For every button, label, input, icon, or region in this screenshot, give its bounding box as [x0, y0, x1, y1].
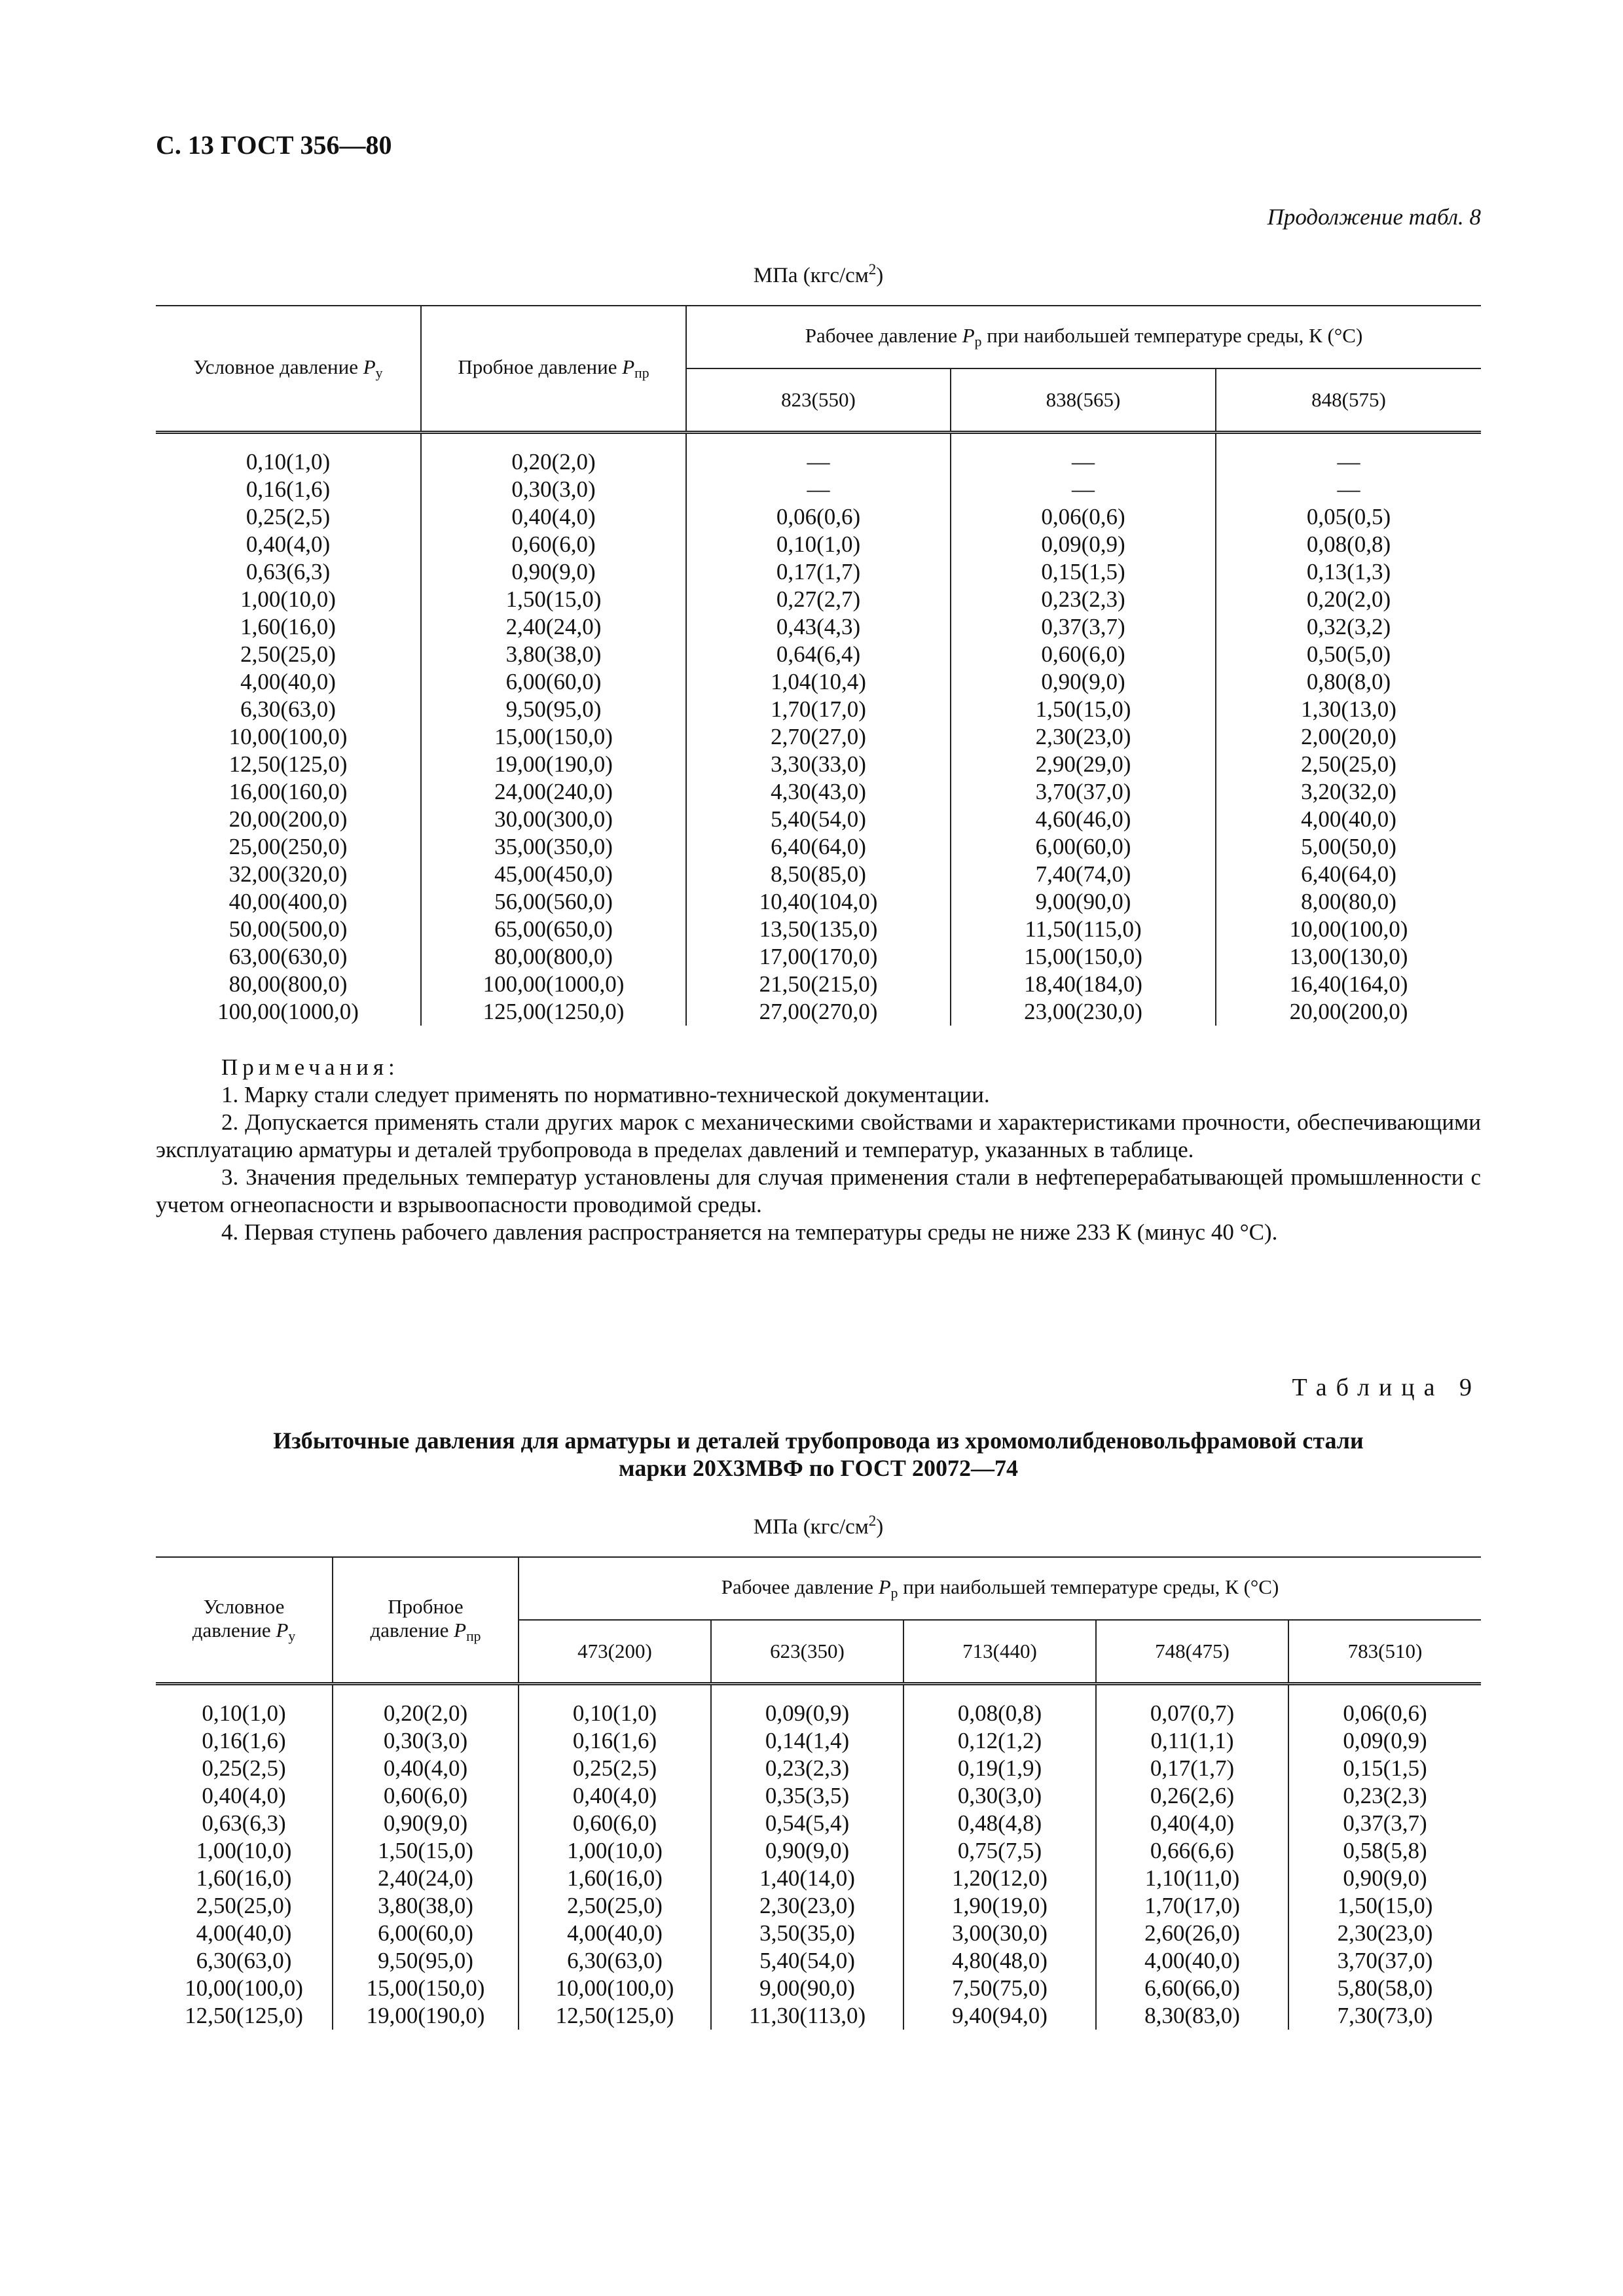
table-cell: 4,30(43,0)	[686, 778, 951, 806]
col-nominal-pressure: Условное давление $P_у$	[156, 306, 421, 433]
table-cell: 56,00(560,0)	[421, 888, 686, 916]
table-cell: 0,23(2,3)	[951, 586, 1216, 613]
table-cell: 11,50(115,0)	[951, 916, 1216, 943]
table-cell: 10,00(100,0)	[156, 1975, 333, 2002]
table-cell: 20,00(200,0)	[156, 806, 421, 833]
col-working-pressure: Рабочее давление $P_р$ при наибольшей температуре среды, К (°С)	[686, 306, 1481, 368]
table-cell: 0,06(0,6)	[1343, 1700, 1427, 1726]
table-cell: 23,00(230,0)	[951, 998, 1216, 1026]
table-cell: 0,26(2,6)	[1096, 1782, 1288, 1810]
table-cell: 0,10(1,0)	[156, 433, 421, 476]
notes-title: Примечания:	[221, 1054, 399, 1080]
table-cell: 80,00(800,0)	[156, 971, 421, 998]
table-cell: 3,30(33,0)	[686, 751, 951, 778]
table-cell: 0,90(9,0)	[951, 668, 1216, 696]
table8-units: МПа $(кгс/см^2)$	[753, 260, 884, 287]
note-item: 2. Допускается применять стали других марок с механическими свойствами и характеристиками прочности, обеспечивающими эксплуатацию арматуры и деталей трубопровода в пределах давлений и температур, указанных в таблице.	[156, 1109, 1481, 1162]
table-cell: 8,30(83,0)	[1096, 2002, 1288, 2030]
table-cell: 0,11(1,1)	[1096, 1727, 1288, 1755]
table-cell: 20,00(200,0)	[1289, 999, 1408, 1024]
table-cell: 2,90(29,0)	[951, 751, 1216, 778]
table-cell: 2,50(25,0)	[156, 1892, 333, 1920]
table-cell: 0,20(2,0)	[421, 433, 686, 476]
table-row	[156, 1782, 1481, 1810]
table-cell: 0,30(3,0)	[903, 1782, 1096, 1810]
table-cell: 0,40(4,0)	[156, 531, 421, 558]
table-cell: 0,10(1,0)	[519, 1684, 711, 1728]
table9-title: Избыточные давления для арматуры и деталей трубопровода из хромомолибденовольфрамовой стали марки 20Х3МВФ по ГОСТ 20072—74	[273, 1427, 1364, 1481]
table-cell: 45,00(450,0)	[421, 861, 686, 888]
table-cell: 0,43(4,3)	[686, 613, 951, 641]
table-cell: 0,09(0,9)	[711, 1684, 903, 1728]
table-cell: 2,30(23,0)	[1337, 1920, 1433, 1946]
table-cell: 0,75(7,5)	[903, 1837, 1096, 1865]
table-cell: 12,50(125,0)	[519, 2002, 711, 2030]
table-cell: 16,00(160,0)	[156, 778, 421, 806]
table-cell: 0,80(8,0)	[1306, 669, 1391, 694]
table-cell: 6,40(64,0)	[1301, 861, 1396, 887]
table-cell: —	[1337, 476, 1360, 502]
table-row	[156, 1684, 1481, 1728]
table-cell: 6,60(66,0)	[1096, 1975, 1288, 2002]
table-row	[156, 696, 1481, 723]
table-cell: 6,40(64,0)	[686, 833, 951, 861]
table-cell: 10,40(104,0)	[686, 888, 951, 916]
table-cell: 0,16(1,6)	[156, 476, 421, 503]
table-cell: 1,60(16,0)	[519, 1865, 711, 1892]
table-cell: 0,15(1,5)	[1343, 1755, 1427, 1781]
table-cell: 0,40(4,0)	[333, 1755, 519, 1782]
table-cell: 0,23(2,3)	[711, 1755, 903, 1782]
table-cell: 1,10(11,0)	[1096, 1865, 1288, 1892]
table-cell: 17,00(170,0)	[686, 943, 951, 971]
table-cell: 1,50(15,0)	[333, 1837, 519, 1865]
col-temperature: 473(200)	[519, 1620, 711, 1684]
table-cell: 19,00(190,0)	[333, 2002, 519, 2030]
table-cell: 0,58(5,8)	[1343, 1838, 1427, 1863]
table-row	[156, 751, 1481, 778]
table-cell: 3,70(37,0)	[951, 778, 1216, 806]
table-cell: 1,70(17,0)	[686, 696, 951, 723]
table-row	[156, 2002, 1481, 2030]
table-cell: 12,50(125,0)	[156, 2002, 333, 2030]
table-cell: 4,00(40,0)	[1096, 1947, 1288, 1975]
table-cell: 8,00(80,0)	[1301, 889, 1396, 914]
table-cell: 0,10(1,0)	[156, 1684, 333, 1728]
col-temperature: 848(575)	[1216, 368, 1481, 433]
table-cell: 16,40(164,0)	[1289, 971, 1408, 997]
col-working-pressure: Рабочее давление $P_р$ при наибольшей температуре среды, К (°С)	[519, 1557, 1481, 1620]
table-row	[156, 1810, 1481, 1837]
table-cell: 15,00(150,0)	[951, 943, 1216, 971]
table-row	[156, 1755, 1481, 1782]
table-cell: 3,70(37,0)	[1337, 1948, 1433, 1973]
table-cell: 1,30(13,0)	[1301, 696, 1396, 722]
table-cell: 2,30(23,0)	[711, 1892, 903, 1920]
table-cell: 9,40(94,0)	[903, 2002, 1096, 2030]
table-cell: 5,00(50,0)	[1301, 834, 1396, 859]
table-cell: 1,04(10,4)	[686, 668, 951, 696]
table-cell: 19,00(190,0)	[421, 751, 686, 778]
table-cell: 100,00(1000,0)	[156, 998, 421, 1026]
table-cell: 100,00(1000,0)	[421, 971, 686, 998]
table-cell: 0,16(1,6)	[519, 1727, 711, 1755]
table-cell: 125,00(1250,0)	[421, 998, 686, 1026]
table-cell: 0,07(0,7)	[1096, 1684, 1288, 1728]
table-cell: 2,50(25,0)	[1301, 751, 1396, 777]
table-cell: 30,00(300,0)	[421, 806, 686, 833]
table-cell: 0,63(6,3)	[156, 558, 421, 586]
table9-label: Таблица 9	[1292, 1374, 1481, 1401]
table-cell: 0,09(0,9)	[1343, 1728, 1427, 1753]
col-nominal-pressure: Условное давление $P_у$	[156, 1557, 333, 1684]
table-cell: 2,40(24,0)	[421, 613, 686, 641]
table-cell: 1,50(15,0)	[1337, 1893, 1433, 1918]
table-cell: 0,37(3,7)	[1343, 1810, 1427, 1836]
table-cell: 25,00(250,0)	[156, 833, 421, 861]
table-cell: 4,60(46,0)	[951, 806, 1216, 833]
table-cell: 65,00(650,0)	[421, 916, 686, 943]
table-cell: 2,30(23,0)	[951, 723, 1216, 751]
table-row	[156, 1727, 1481, 1755]
table-row	[156, 1865, 1481, 1892]
table-cell: 0,40(4,0)	[1096, 1810, 1288, 1837]
table-cell: 21,50(215,0)	[686, 971, 951, 998]
table-row	[156, 531, 1481, 558]
table-cell: 9,50(95,0)	[421, 696, 686, 723]
table-cell: 0,20(2,0)	[1306, 586, 1391, 612]
table-cell: 0,54(5,4)	[711, 1810, 903, 1837]
table-cell: 0,25(2,5)	[156, 503, 421, 531]
table-cell: 0,25(2,5)	[156, 1755, 333, 1782]
table-cell: 0,60(6,0)	[951, 641, 1216, 668]
table-cell: 0,10(1,0)	[686, 531, 951, 558]
table-cell: 0,90(9,0)	[711, 1837, 903, 1865]
table-row	[156, 1892, 1481, 1920]
note-item: 3. Значения предельных температур установлены для случая применения стали в нефтеперерабатывающей промышленности с учетом огнеопасности и взрывоопасности проводимой среды.	[156, 1164, 1481, 1217]
table-row	[156, 778, 1481, 806]
table-cell: 0,90(9,0)	[421, 558, 686, 586]
table-row	[156, 971, 1481, 998]
page-header: С. 13 ГОСТ 356—80	[156, 130, 392, 160]
col-temperature: 783(510)	[1288, 1620, 1481, 1684]
table-cell: 0,30(3,0)	[421, 476, 686, 503]
table-cell: 2,70(27,0)	[686, 723, 951, 751]
table-cell: 0,48(4,8)	[903, 1810, 1096, 1837]
table-cell: —	[1337, 449, 1360, 475]
table-cell: 80,00(800,0)	[421, 943, 686, 971]
table-cell: 0,14(1,4)	[711, 1727, 903, 1755]
table-row	[156, 1837, 1481, 1865]
table-cell: 1,70(17,0)	[1096, 1892, 1288, 1920]
table-cell: 2,50(25,0)	[156, 641, 421, 668]
table-cell: 32,00(320,0)	[156, 861, 421, 888]
table-cell: 27,00(270,0)	[686, 998, 951, 1026]
table9-units: МПа $(кгс/см^2)$	[753, 1512, 884, 1539]
col-test-pressure: Пробное давление $P_{пр}$	[421, 306, 686, 433]
table-cell: 1,60(16,0)	[156, 1865, 333, 1892]
table-cell: 15,00(150,0)	[333, 1975, 519, 2002]
table-row	[156, 668, 1481, 696]
table-cell: 0,66(6,6)	[1096, 1837, 1288, 1865]
table-cell: 10,00(100,0)	[156, 723, 421, 751]
table-cell: 2,60(26,0)	[1096, 1920, 1288, 1947]
table-cell: 3,00(30,0)	[903, 1920, 1096, 1947]
table-row	[156, 641, 1481, 668]
table-cell: 0,40(4,0)	[519, 1782, 711, 1810]
table-cell: 0,37(3,7)	[951, 613, 1216, 641]
table-cell: 0,40(4,0)	[156, 1782, 333, 1810]
table-cell: 5,40(54,0)	[711, 1947, 903, 1975]
table-cell: 13,50(135,0)	[686, 916, 951, 943]
table-cell: 40,00(400,0)	[156, 888, 421, 916]
col-temperature: 823(550)	[686, 368, 951, 433]
col-temperature: 623(350)	[711, 1620, 903, 1684]
table-cell: 1,40(14,0)	[711, 1865, 903, 1892]
table-cell: 3,50(35,0)	[711, 1920, 903, 1947]
table-cell: 1,50(15,0)	[421, 586, 686, 613]
table-cell: 0,50(5,0)	[1306, 641, 1391, 667]
table-cell: 1,00(10,0)	[156, 586, 421, 613]
table-cell: 0,13(1,3)	[1306, 559, 1391, 584]
table-cell: 63,00(630,0)	[156, 943, 421, 971]
table8	[156, 305, 1481, 1026]
table-cell: 0,16(1,6)	[156, 1727, 333, 1755]
table-cell: 1,50(15,0)	[951, 696, 1216, 723]
table-cell: 1,20(12,0)	[903, 1865, 1096, 1892]
table-row	[156, 503, 1481, 531]
table-cell: 0,27(2,7)	[686, 586, 951, 613]
table-cell: 4,00(40,0)	[156, 668, 421, 696]
table-cell: 4,00(40,0)	[519, 1920, 711, 1947]
col-temperature: 838(565)	[951, 368, 1216, 433]
table-cell: 1,60(16,0)	[156, 613, 421, 641]
note-item: 1. Марку стали следует применять по нормативно-технической документации.	[221, 1082, 990, 1107]
table-cell: 7,50(75,0)	[903, 1975, 1096, 2002]
table-cell: 0,60(6,0)	[519, 1810, 711, 1837]
table-cell: 15,00(150,0)	[421, 723, 686, 751]
table-row	[156, 586, 1481, 613]
table-row	[156, 833, 1481, 861]
table-cell: 50,00(500,0)	[156, 916, 421, 943]
table-cell: —	[686, 476, 951, 503]
table-cell: 18,40(184,0)	[951, 971, 1216, 998]
table-row	[156, 806, 1481, 833]
table-row	[156, 613, 1481, 641]
note-item: 4. Первая ступень рабочего давления распространяется на температуры среды не ниже 233 К (минус 40 °С).	[221, 1219, 1278, 1245]
table-row	[156, 476, 1481, 503]
table-row	[156, 998, 1481, 1026]
table-row	[156, 861, 1481, 888]
table-continuation-label: Продолжение табл. 8	[1267, 204, 1481, 230]
table-cell: 11,30(113,0)	[711, 2002, 903, 2030]
table-cell: 0,19(1,9)	[903, 1755, 1096, 1782]
table-cell: 6,30(63,0)	[519, 1947, 711, 1975]
table-cell: 3,20(32,0)	[1301, 779, 1396, 804]
notes	[156, 1054, 1481, 1246]
table-cell: 10,00(100,0)	[1289, 916, 1408, 942]
table9	[156, 1556, 1481, 2030]
table-cell: 13,00(130,0)	[1289, 944, 1408, 969]
table-row	[156, 433, 1481, 476]
table-cell: 5,40(54,0)	[686, 806, 951, 833]
table-cell: 0,60(6,0)	[333, 1782, 519, 1810]
table-cell: 24,00(240,0)	[421, 778, 686, 806]
table-cell: 0,08(0,8)	[1306, 531, 1391, 557]
table-cell: 0,90(9,0)	[333, 1810, 519, 1837]
table-cell: 0,17(1,7)	[1096, 1755, 1288, 1782]
table-cell: 0,20(2,0)	[333, 1684, 519, 1728]
table-cell: —	[686, 433, 951, 476]
table-cell: —	[951, 433, 1216, 476]
table-cell: —	[951, 476, 1216, 503]
table-row	[156, 558, 1481, 586]
table-cell: 4,00(40,0)	[1301, 806, 1396, 832]
table-cell: 7,40(74,0)	[951, 861, 1216, 888]
table-cell: 0,90(9,0)	[1343, 1865, 1427, 1891]
table-cell: 2,40(24,0)	[333, 1865, 519, 1892]
table-cell: 6,00(60,0)	[333, 1920, 519, 1947]
table-cell: 0,23(2,3)	[1343, 1783, 1427, 1808]
table-cell: 1,90(19,0)	[903, 1892, 1096, 1920]
table-cell: 35,00(350,0)	[421, 833, 686, 861]
table-cell: 0,15(1,5)	[951, 558, 1216, 586]
table-cell: 0,12(1,2)	[903, 1727, 1096, 1755]
table-row	[156, 1947, 1481, 1975]
table-cell: 0,64(6,4)	[686, 641, 951, 668]
col-temperature: 748(475)	[1096, 1620, 1288, 1684]
table-cell: 6,00(60,0)	[951, 833, 1216, 861]
table-cell: 0,08(0,8)	[903, 1684, 1096, 1728]
table-cell: 0,06(0,6)	[951, 503, 1216, 531]
table-row	[156, 1975, 1481, 2002]
table-cell: 0,05(0,5)	[1306, 504, 1391, 529]
table-cell: 4,00(40,0)	[156, 1920, 333, 1947]
table-cell: 0,60(6,0)	[421, 531, 686, 558]
table-cell: 10,00(100,0)	[519, 1975, 711, 2002]
table-cell: 8,50(85,0)	[686, 861, 951, 888]
table-cell: 9,00(90,0)	[711, 1975, 903, 2002]
table-cell: 0,09(0,9)	[951, 531, 1216, 558]
table-row	[156, 916, 1481, 943]
table-cell: 9,00(90,0)	[951, 888, 1216, 916]
table-cell: 12,50(125,0)	[156, 751, 421, 778]
table-cell: 2,50(25,0)	[519, 1892, 711, 1920]
table-cell: 0,40(4,0)	[421, 503, 686, 531]
table-cell: 6,00(60,0)	[421, 668, 686, 696]
table-row	[156, 888, 1481, 916]
table-cell: 0,32(3,2)	[1306, 614, 1391, 639]
table-cell: 6,30(63,0)	[156, 696, 421, 723]
table-cell: 0,30(3,0)	[333, 1727, 519, 1755]
table-cell: 3,80(38,0)	[421, 641, 686, 668]
table-cell: 0,17(1,7)	[686, 558, 951, 586]
table-cell: 0,35(3,5)	[711, 1782, 903, 1810]
table-row	[156, 1920, 1481, 1947]
table-cell: 7,30(73,0)	[1337, 2003, 1433, 2028]
table-cell: 0,06(0,6)	[686, 503, 951, 531]
table-cell: 1,00(10,0)	[156, 1837, 333, 1865]
table-cell: 9,50(95,0)	[333, 1947, 519, 1975]
table-cell: 2,00(20,0)	[1301, 724, 1396, 749]
table-row	[156, 723, 1481, 751]
table-cell: 5,80(58,0)	[1337, 1975, 1433, 2001]
table-cell: 3,80(38,0)	[333, 1892, 519, 1920]
table-cell: 0,25(2,5)	[519, 1755, 711, 1782]
col-temperature: 713(440)	[903, 1620, 1096, 1684]
col-test-pressure: Пробное давление $P_{пр}$	[333, 1557, 519, 1684]
table-cell: 1,00(10,0)	[519, 1837, 711, 1865]
table-row	[156, 943, 1481, 971]
table-cell: 0,63(6,3)	[156, 1810, 333, 1837]
table-cell: 6,30(63,0)	[156, 1947, 333, 1975]
table-cell: 4,80(48,0)	[903, 1947, 1096, 1975]
